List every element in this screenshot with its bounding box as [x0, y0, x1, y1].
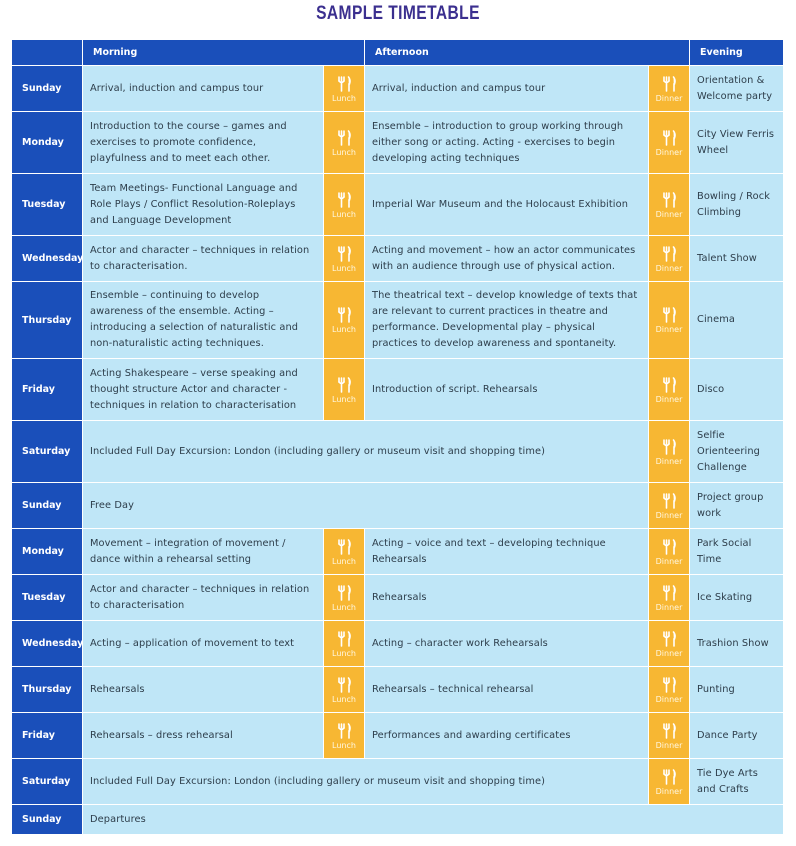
morning-cell: Ensemble – continuing to develop awareness of the ensemble. Acting – introducing a selection of naturalistic and non-naturalistic acting techniques.	[83, 282, 324, 359]
dinner-cell	[649, 174, 690, 236]
fork-and-knife-icon	[335, 129, 353, 147]
afternoon-cell: Rehearsals – technical rehearsal	[365, 667, 649, 713]
morning-cell: Arrival, induction and campus tour	[83, 66, 324, 112]
dinner-label: Dinner	[655, 694, 683, 704]
dinner-cell	[649, 421, 690, 483]
morning-cell: Acting Shakespeare – verse speaking and thought structure Actor and character - techniques in relation to characterisation	[83, 359, 324, 421]
dinner-label: Dinner	[655, 394, 683, 404]
evening-cell: Disco	[690, 359, 784, 421]
dinner-cell	[649, 575, 690, 621]
fork-and-knife-icon	[335, 538, 353, 556]
lunch-cell	[324, 621, 365, 667]
evening-cell: Dance Party	[690, 713, 784, 759]
table-row	[12, 759, 784, 805]
evening-cell: City View Ferris Wheel	[690, 112, 784, 174]
day-cell: Sunday	[12, 483, 83, 529]
lunch-label: Lunch	[332, 602, 356, 612]
fork-and-knife-icon	[660, 306, 678, 324]
lunch-label: Lunch	[332, 556, 356, 566]
afternoon-cell: Acting – voice and text – developing technique Rehearsals	[365, 529, 649, 575]
table-row	[12, 112, 784, 174]
afternoon-cell: Rehearsals	[365, 575, 649, 621]
morning-cell: Rehearsals – dress rehearsal	[83, 713, 324, 759]
dinner-label: Dinner	[655, 510, 683, 520]
day-cell: Wednesday	[12, 621, 83, 667]
evening-cell: Bowling / Rock Climbing	[690, 174, 784, 236]
fork-and-knife-icon	[335, 245, 353, 263]
day-cell: Monday	[12, 112, 83, 174]
evening-cell: Project group work	[690, 483, 784, 529]
dinner-label: Dinner	[655, 740, 683, 750]
fork-and-knife-icon	[335, 722, 353, 740]
lunch-cell	[324, 66, 365, 112]
dinner-label: Dinner	[655, 648, 683, 658]
fork-and-knife-icon	[660, 438, 678, 456]
evening-cell: Selfie Orienteering Challenge	[690, 421, 784, 483]
fullday-cell: Free Day	[83, 483, 649, 529]
lunch-cell	[324, 112, 365, 174]
lunch-cell	[324, 359, 365, 421]
fork-and-knife-icon	[660, 584, 678, 602]
dinner-label: Dinner	[655, 263, 683, 273]
morning-cell: Introduction to the course – games and exercises to promote confidence, playfulness and to meet each other.	[83, 112, 324, 174]
afternoon-cell: Acting – character work Rehearsals	[365, 621, 649, 667]
fork-and-knife-icon	[660, 538, 678, 556]
dinner-cell	[649, 759, 690, 805]
timetable	[11, 39, 784, 835]
dinner-cell	[649, 483, 690, 529]
day-cell: Saturday	[12, 421, 83, 483]
dinner-label: Dinner	[655, 556, 683, 566]
day-cell: Sunday	[12, 66, 83, 112]
afternoon-cell: Arrival, induction and campus tour	[365, 66, 649, 112]
fork-and-knife-icon	[660, 722, 678, 740]
dinner-label: Dinner	[655, 147, 683, 157]
lunch-label: Lunch	[332, 263, 356, 273]
dinner-label: Dinner	[655, 602, 683, 612]
table-row	[12, 421, 784, 483]
lunch-label: Lunch	[332, 740, 356, 750]
morning-cell: Movement – integration of movement / dance within a rehearsal setting	[83, 529, 324, 575]
lunch-label: Lunch	[332, 147, 356, 157]
dinner-label: Dinner	[655, 209, 683, 219]
fork-and-knife-icon	[335, 75, 353, 93]
header-corner	[12, 40, 83, 66]
dinner-cell	[649, 66, 690, 112]
afternoon-cell: The theatrical text – develop knowledge of texts that are relevant to current practices in theatre and performance. Developmental play – physical practices to develop awareness and spontaneity.	[365, 282, 649, 359]
lunch-label: Lunch	[332, 93, 356, 103]
table-row	[12, 713, 784, 759]
day-cell: Monday	[12, 529, 83, 575]
lunch-cell	[324, 282, 365, 359]
lunch-label: Lunch	[332, 648, 356, 658]
lunch-cell	[324, 529, 365, 575]
afternoon-cell: Acting and movement – how an actor communicates with an audience through use of physical action.	[365, 236, 649, 282]
evening-cell: Tie Dye Arts and Crafts	[690, 759, 784, 805]
dinner-label: Dinner	[655, 93, 683, 103]
table-row	[12, 483, 784, 529]
evening-cell: Trashion Show	[690, 621, 784, 667]
evening-cell: Punting	[690, 667, 784, 713]
lunch-label: Lunch	[332, 394, 356, 404]
evening-cell: Ice Skating	[690, 575, 784, 621]
fork-and-knife-icon	[660, 191, 678, 209]
header-evening: Evening	[690, 40, 784, 66]
fork-and-knife-icon	[660, 676, 678, 694]
evening-cell: Park Social Time	[690, 529, 784, 575]
fork-and-knife-icon	[660, 768, 678, 786]
fork-and-knife-icon	[660, 75, 678, 93]
day-cell: Thursday	[12, 282, 83, 359]
dinner-cell	[649, 236, 690, 282]
departure-cell: Departures	[83, 805, 784, 835]
table-row	[12, 621, 784, 667]
lunch-cell	[324, 236, 365, 282]
fork-and-knife-icon	[660, 630, 678, 648]
morning-cell: Actor and character – techniques in relation to characterisation	[83, 575, 324, 621]
fork-and-knife-icon	[335, 306, 353, 324]
afternoon-cell: Performances and awarding certificates	[365, 713, 649, 759]
table-row	[12, 575, 784, 621]
fork-and-knife-icon	[335, 676, 353, 694]
afternoon-cell: Ensemble – introduction to group working through either song or acting. Acting - exercises to begin developing acting techniques	[365, 112, 649, 174]
morning-cell: Rehearsals	[83, 667, 324, 713]
afternoon-cell: Introduction of script. Rehearsals	[365, 359, 649, 421]
table-row	[12, 529, 784, 575]
lunch-cell	[324, 713, 365, 759]
lunch-cell	[324, 667, 365, 713]
day-cell: Wednesday	[12, 236, 83, 282]
day-cell: Friday	[12, 359, 83, 421]
fork-and-knife-icon	[335, 584, 353, 602]
day-cell: Sunday	[12, 805, 83, 835]
fork-and-knife-icon	[335, 191, 353, 209]
header-row	[12, 40, 784, 66]
dinner-cell	[649, 282, 690, 359]
day-cell: Tuesday	[12, 174, 83, 236]
day-cell: Thursday	[12, 667, 83, 713]
evening-cell: Cinema	[690, 282, 784, 359]
morning-cell: Team Meetings- Functional Language and Role Plays / Conflict Resolution-Roleplays and Language Development	[83, 174, 324, 236]
fork-and-knife-icon	[660, 245, 678, 263]
dinner-cell	[649, 112, 690, 174]
timetable-body	[12, 66, 784, 835]
table-row	[12, 359, 784, 421]
morning-cell: Acting – application of movement to text	[83, 621, 324, 667]
fork-and-knife-icon	[335, 630, 353, 648]
dinner-label: Dinner	[655, 456, 683, 466]
fork-and-knife-icon	[660, 376, 678, 394]
fullday-cell: Included Full Day Excursion: London (including gallery or museum visit and shopping time)	[83, 421, 649, 483]
table-row	[12, 174, 784, 236]
lunch-label: Lunch	[332, 325, 356, 334]
table-row	[12, 805, 784, 835]
table-row	[12, 236, 784, 282]
day-cell: Tuesday	[12, 575, 83, 621]
morning-cell: Actor and character – techniques in relation to characterisation.	[83, 236, 324, 282]
afternoon-cell: Imperial War Museum and the Holocaust Exhibition	[365, 174, 649, 236]
page-title: SAMPLE TIMETABLE	[316, 3, 480, 24]
lunch-label: Lunch	[332, 209, 356, 219]
header-afternoon: Afternoon	[365, 40, 690, 66]
lunch-cell	[324, 575, 365, 621]
dinner-cell	[649, 359, 690, 421]
evening-cell: Talent Show	[690, 236, 784, 282]
table-row	[12, 66, 784, 112]
dinner-cell	[649, 667, 690, 713]
fork-and-knife-icon	[660, 492, 678, 510]
lunch-label: Lunch	[332, 694, 356, 704]
fork-and-knife-icon	[335, 376, 353, 394]
table-row	[12, 282, 784, 359]
lunch-cell	[324, 174, 365, 236]
evening-cell: Orientation & Welcome party	[690, 66, 784, 112]
dinner-label: Dinner	[655, 786, 683, 796]
dinner-cell	[649, 621, 690, 667]
table-row	[12, 667, 784, 713]
fullday-cell: Included Full Day Excursion: London (including gallery or museum visit and shopping time)	[83, 759, 649, 805]
dinner-label: Dinner	[655, 325, 683, 334]
dinner-cell	[649, 713, 690, 759]
day-cell: Saturday	[12, 759, 83, 805]
day-cell: Friday	[12, 713, 83, 759]
header-morning: Morning	[83, 40, 365, 66]
fork-and-knife-icon	[660, 129, 678, 147]
dinner-cell	[649, 529, 690, 575]
